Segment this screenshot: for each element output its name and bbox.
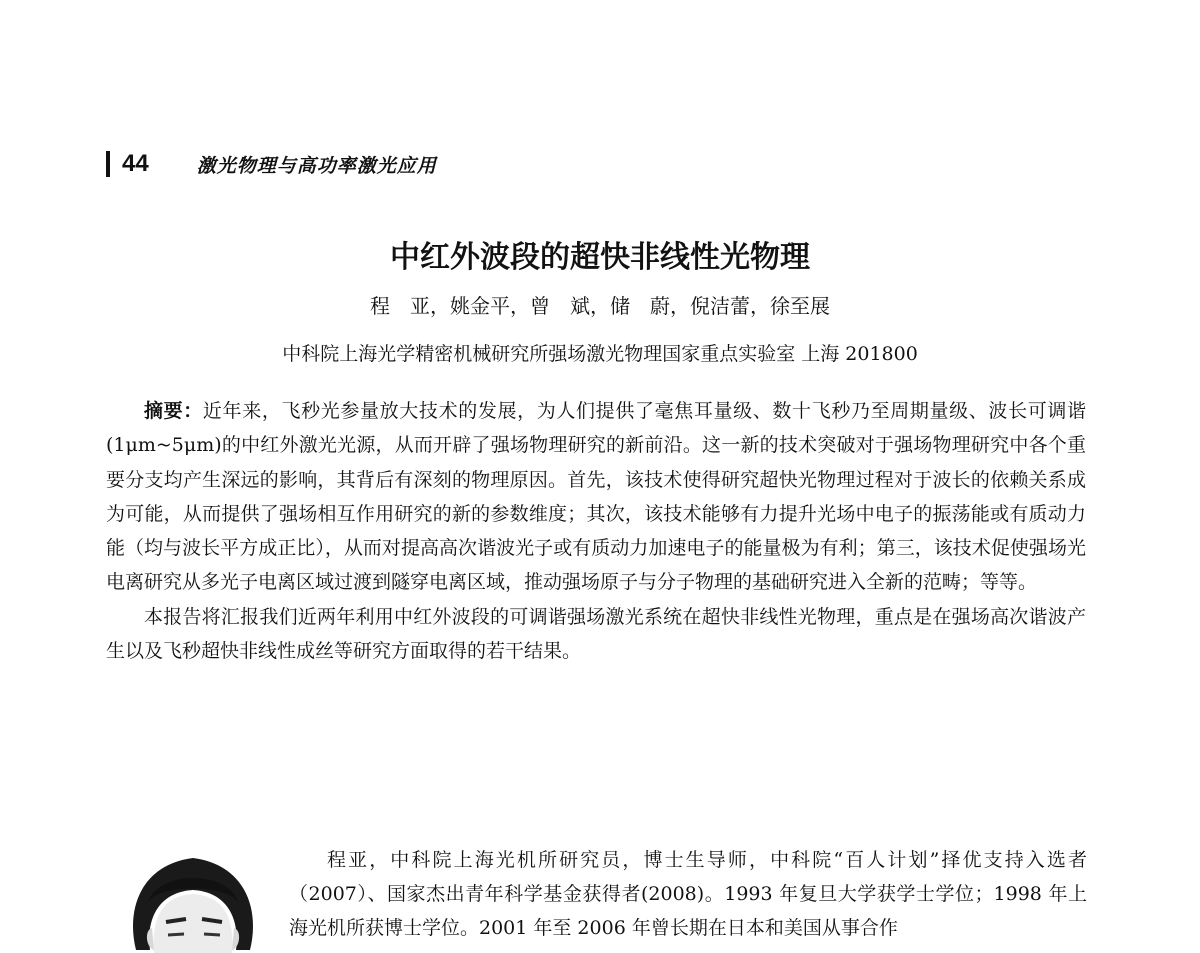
header-rule	[106, 151, 110, 177]
abstract-paragraph-2: 本报告将汇报我们近两年利用中红外波段的可调谐强场激光系统在超快非线性光物理，重点是在强场高次谐波产生以及飞秒超快非线性成丝等研究方面取得的若干结果。	[106, 605, 1086, 663]
page-number: 44	[122, 150, 149, 177]
author-list: 程 亚，姚金平，曾 斌，储 蔚，倪洁蕾，徐至展	[370, 294, 830, 318]
affiliation: 中科院上海光学精密机械研究所强场激光物理国家重点实验室 上海 201800	[282, 343, 918, 365]
abstract-text-1: 近年来，飞秒光参量放大技术的发展，为人们提供了毫焦耳量级、数十飞秒乃至周期量级、波长可调谐(1μm~5μm)的中红外激光光源，从而开辟了强场物理研究的新前沿。这一新的技术突破对于强场物理研究中各个重要分支均产生深远的影响，其背后有深刻的物理原因。首先，该技术使得研究超快光物理过程对于波长的依赖关系成为可能，从而提供了强场相互作用研究的新的参数维度；其次，该技术能够有力提升光场中电子的振荡能或有质动力能（均与波长平方成正比），从而对提高高次谐波光子或有质动力加速电子的能量极为有利；第三，该技术促使强场光电离研究从多光子电离区域过渡到隧穿电离区域，推动强场原子与分子物理的基础研究进入全新的范畴；等等。	[106, 400, 1086, 594]
author-bio: 程亚，中科院上海光机所研究员，博士生导师，中科院“百人计划”择优支持入选者（2007）、国家杰出青年科学基金获得者(2008)。1993 年复旦大学获学士学位；1998 年上海光机所获博士学位。2001 年至 2006 年曾长期在日本和美国从事合作	[289, 849, 1087, 939]
abstract-label: 摘要：	[144, 400, 203, 422]
article-title: 中红外波段的超快非线性光物理	[390, 240, 810, 275]
abstract-paragraph-1	[106, 394, 1086, 600]
abstract	[106, 394, 1086, 668]
running-header	[106, 150, 437, 178]
book-title: 激光物理与高功率激光应用	[196, 154, 437, 177]
author-photo	[118, 840, 268, 953]
author-portrait-image	[118, 840, 268, 953]
